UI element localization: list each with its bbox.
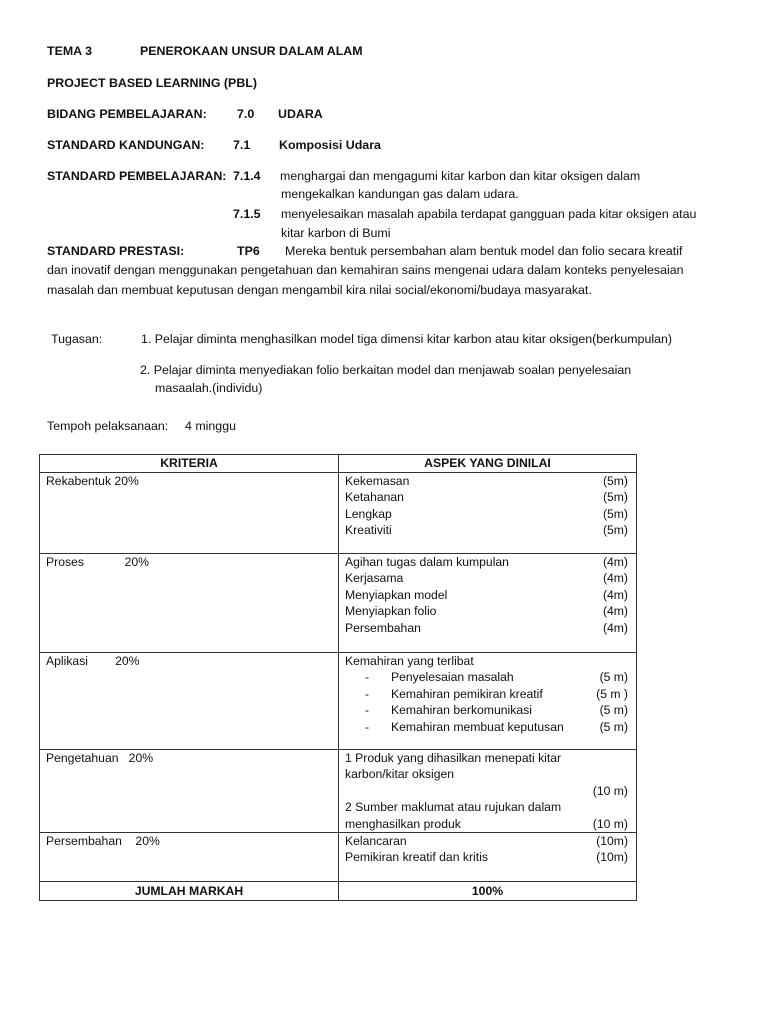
table-header-row — [40, 455, 637, 473]
aspek-mark: (10 m) — [592, 783, 628, 798]
aspek-line: Kelancaran (10m) — [345, 834, 628, 849]
aspek-line: Menyiapkan folio (4m) — [345, 604, 628, 619]
bidang-value: UDARA — [278, 107, 323, 121]
tugasan-item-2-line1: 2. Pelajar diminta menyediakan folio berkaitan model dan menjawab soalan penyelesaian — [140, 363, 632, 377]
bidang-code: 7.0 — [237, 107, 255, 121]
table-row-aplikasi — [40, 653, 637, 750]
sp1-text-line1: menghargai dan mengagumi kitar karbon dan kitar oksigen dalam — [280, 169, 641, 183]
assessment-table — [39, 454, 637, 901]
project-title: PROJECT BASED LEARNING (PBL) — [47, 76, 257, 90]
table-row-proses — [40, 554, 637, 653]
sp2-text-line1: menyelesaikan masalah apabila terdapat gangguan pada kitar oksigen atau — [281, 207, 697, 221]
aspek-heading: Kemahiran yang terlibat — [345, 654, 474, 668]
aspek-line: - Kemahiran membuat keputusan (5 m) — [365, 719, 628, 734]
standard-kandungan-value: Komposisi Udara — [279, 138, 381, 152]
standard-kandungan-code: 7.1 — [233, 138, 251, 152]
table-row-pengetahuan — [40, 750, 637, 833]
aspek-line: Kekemasan (5m) — [345, 474, 628, 488]
table-row-persembahan — [40, 833, 637, 882]
header-aspek: ASPEK YANG DINILAI — [339, 455, 637, 473]
aspek-line: - Kemahiran berkomunikasi (5 m) — [365, 703, 628, 718]
table-footer-row — [40, 882, 637, 901]
table-row-rekabentuk — [40, 473, 637, 554]
tugasan-item-1: 1. Pelajar diminta menghasilkan model tiga dimensi kitar karbon atau kitar oksigen(berkumpulan) — [141, 332, 673, 346]
aspek-line: Kreativiti (5m) — [345, 523, 628, 538]
aspek-line: Ketahanan (5m) — [345, 490, 628, 505]
aspek-line: Pemikiran kreatif dan kritis (10m) — [345, 850, 628, 865]
tema-label: TEMA 3 — [47, 44, 92, 58]
standard-prestasi-line3: masalah dan membuat keputusan dengan mengambil kira nilai social/ekonomi/budaya masyarakat. — [47, 283, 592, 297]
aspek-line: menghasilkan produk (10 m) — [345, 816, 628, 831]
kriteria-cell: Persembahan 20% — [46, 834, 160, 849]
kriteria-cell: Proses 20% — [46, 555, 149, 569]
kriteria-cell: Pengetahuan 20% — [46, 751, 154, 765]
jumlah-markah-label: JUMLAH MARKAH — [40, 882, 339, 901]
tugasan-label: Tugasan: — [51, 332, 103, 346]
aspek-line: - Kemahiran pemikiran kreatif (5 m ) — [365, 686, 628, 701]
aspek-line: Lengkap (5m) — [345, 506, 628, 521]
kriteria-cell: Aplikasi 20% — [46, 654, 140, 668]
standard-prestasi-label: STANDARD PRESTASI: — [47, 244, 185, 258]
tema-title: PENEROKAAN UNSUR DALAM ALAM — [140, 44, 363, 58]
sp2-text-line2: kitar karbon di Bumi — [281, 226, 391, 240]
standard-kandungan-label: STANDARD KANDUNGAN: — [47, 138, 205, 152]
standard-pembelajaran-label: STANDARD PEMBELAJARAN: — [47, 169, 227, 183]
aspek-line: Persembahan (4m) — [345, 620, 628, 635]
standard-prestasi-line1: Mereka bentuk persembahan alam bentuk model dan folio secara kreatif — [285, 244, 683, 258]
kriteria-cell: Rekabentuk 20% — [46, 474, 139, 488]
aspek-line: Menyiapkan model (4m) — [345, 587, 628, 602]
header-kriteria: KRITERIA — [40, 455, 339, 473]
aspek-line: 1 Produk yang dihasilkan menepati kitar — [345, 751, 562, 765]
standard-prestasi-code: TP6 — [237, 244, 260, 258]
tempoh-label: Tempoh pelaksanaan: — [47, 419, 169, 433]
tempoh-value: 4 minggu — [185, 419, 236, 433]
sp1-code: 7.1.4 — [233, 169, 261, 183]
aspek-line: karbon/kitar oksigen — [345, 767, 455, 782]
aspek-line: Agihan tugas dalam kumpulan (4m) — [345, 555, 628, 569]
aspek-line: Kerjasama (4m) — [345, 571, 628, 586]
aspek-line: 2 Sumber maklumat atau rujukan dalam — [345, 800, 562, 815]
jumlah-markah-value: 100% — [339, 882, 637, 901]
sp1-text-line2: mengekalkan kandungan gas dalam udara. — [281, 187, 519, 201]
standard-prestasi-line2: dan inovatif dengan menggunakan pengetahuan dan kemahiran sains mengenai udara dalam konteks penyelesaian — [47, 263, 684, 277]
sp2-code: 7.1.5 — [233, 207, 261, 221]
bidang-label: BIDANG PEMBELAJARAN: — [47, 107, 207, 121]
aspek-line: - Penyelesaian masalah (5 m) — [365, 670, 628, 685]
tugasan-item-2-line2: masaalah.(individu) — [155, 381, 263, 395]
